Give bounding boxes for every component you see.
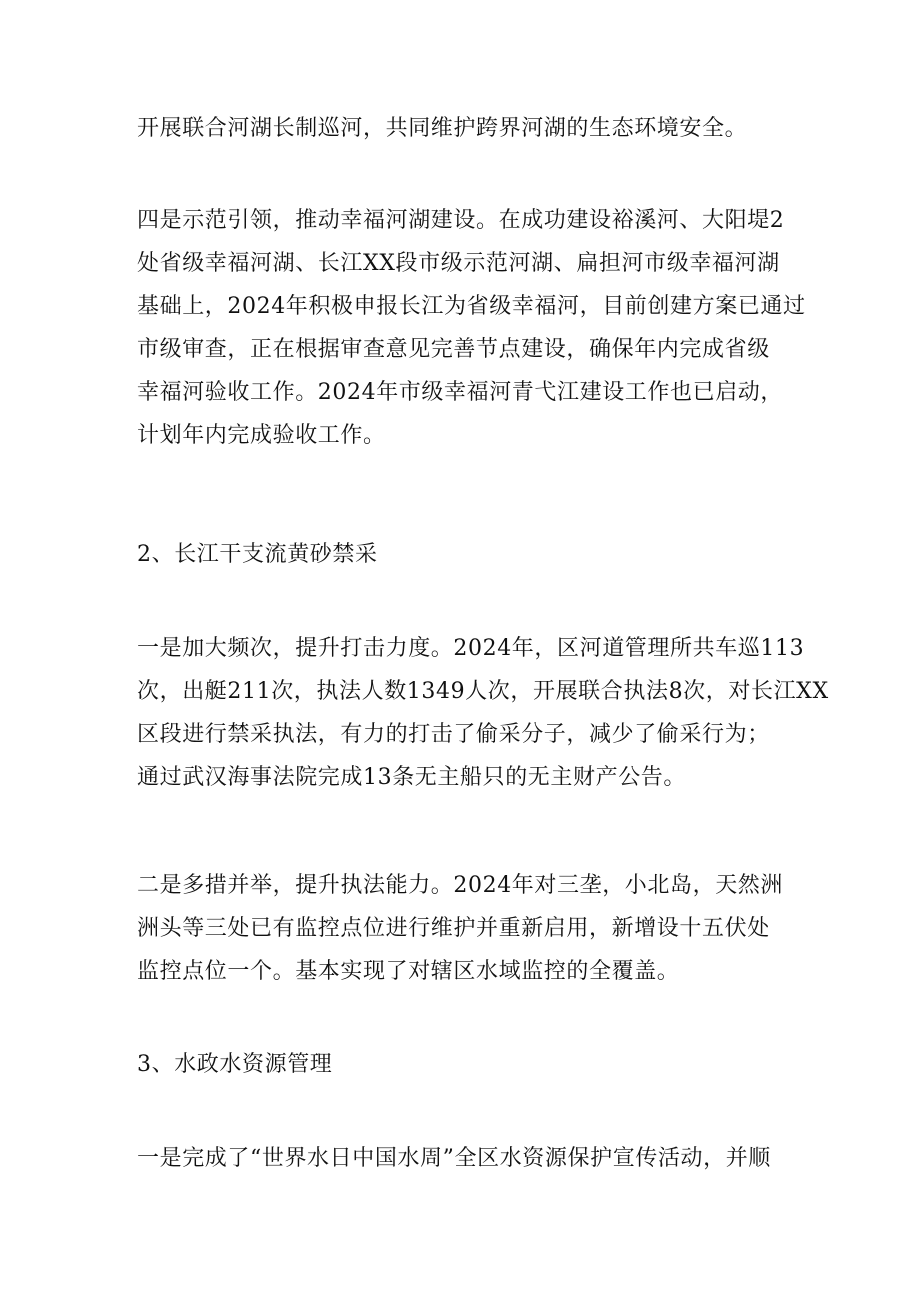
paragraph-line: 一是完成了“世界水日中国水周”全区水资源保护宣传活动，并顺 [137, 1146, 771, 1171]
paragraph-fragment-line: 开展联合河湖长制巡河，共同维护跨界河湖的生态环境安全。 [137, 116, 748, 141]
paragraph-line: 次，出艇211次，执法人数1349人次，开展联合执法8次，对长江XX [137, 679, 829, 704]
paragraph-line: 计划年内完成验收工作。 [137, 423, 386, 448]
paragraph-line: 二是多措并举，提升执法能力。2024年对三垄，小北岛，天然洲 [137, 873, 783, 898]
paragraph-line: 一是加大频次，提升打击力度。2024年，区河道管理所共车巡113 [137, 636, 805, 661]
paragraph-line: 监控点位一个。基本实现了对辖区水域监控的全覆盖。 [137, 959, 680, 984]
paragraph-line: 市级审查，正在根据审查意见完善节点建设，确保年内完成省级 [137, 337, 770, 362]
paragraph-line: 处省级幸福河湖、长江XX段市级示范河湖、扁担河市级幸福河湖 [137, 251, 780, 276]
paragraph-line: 通过武汉海事法院完成13条无主船只的无主财产公告。 [137, 765, 686, 790]
paragraph-line: 幸福河验收工作。2024年市级幸福河青弋江建设工作也已启动， [137, 380, 783, 405]
section-heading: 2、长江干支流黄砂禁采 [137, 542, 378, 567]
paragraph-line: 四是示范引领，推动幸福河湖建设。在成功建设裕溪河、大阳堤2 [137, 208, 785, 233]
paragraph-line: 基础上，2024年积极申报长江为省级幸福河，目前创建方案已通过 [137, 294, 806, 319]
paragraph-line: 区段进行禁采执法，有力的打击了偷采分子，减少了偷采行为； [137, 722, 770, 747]
section-heading: 3、水政水资源管理 [137, 1052, 333, 1077]
paragraph-line: 洲头等三处已有监控点位进行维护并重新启用，新增设十五伏处 [137, 916, 770, 941]
